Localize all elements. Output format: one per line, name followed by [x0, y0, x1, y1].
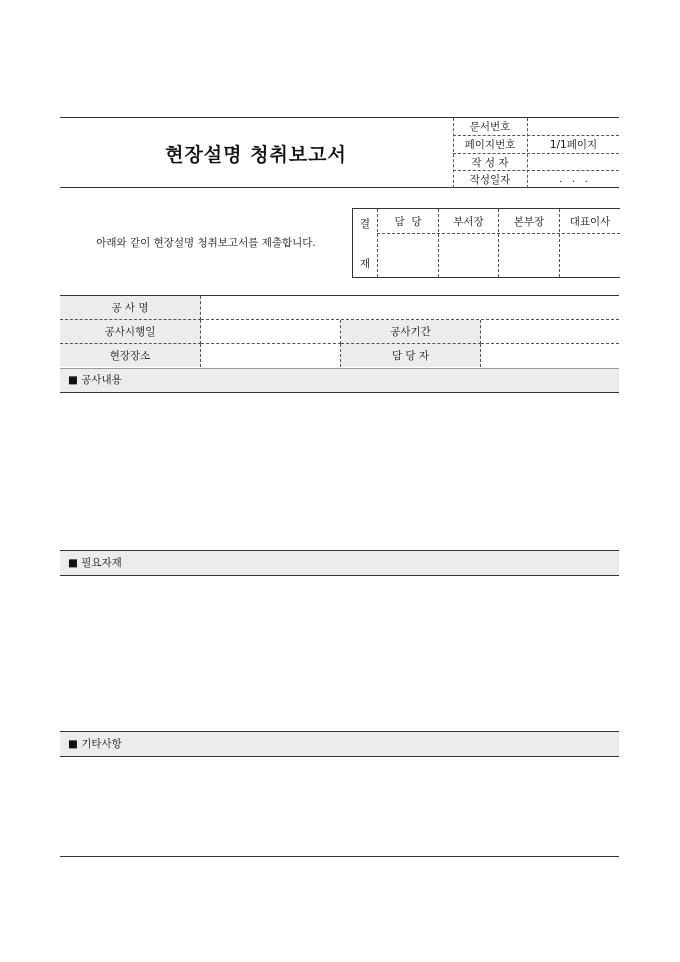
- section-body-materials[interactable]: [60, 576, 619, 731]
- approval-role-division-head: 본부장: [513, 215, 545, 228]
- manager-label: 담 당 자: [341, 344, 481, 367]
- section-header-other: ■ 기타사항: [60, 731, 619, 757]
- project-name-label: 공 사 명: [60, 296, 201, 320]
- meta-table: [453, 118, 619, 188]
- site-value[interactable]: [201, 344, 341, 367]
- project-name-value[interactable]: [201, 296, 619, 320]
- approval-role-ceo: 대표이사: [569, 215, 611, 228]
- signature-box-dept-head[interactable]: [439, 234, 498, 277]
- date-value: . . .: [559, 174, 588, 185]
- date-label: 작성일자: [469, 174, 511, 186]
- doc-number-value: [528, 118, 619, 135]
- site-label: 현장장소: [60, 344, 201, 367]
- approval-role-staff: 담 당: [394, 215, 422, 228]
- intro-text: 아래와 같이 현장설명 청취보고서를 제출합니다.: [96, 236, 316, 249]
- author-label: 작 성 자: [471, 157, 509, 169]
- section-header-content: ■ 공사내용: [60, 368, 619, 393]
- page-bottom-rule: [60, 856, 619, 857]
- section-body-content[interactable]: [60, 393, 619, 550]
- signature-box-ceo[interactable]: [560, 234, 620, 277]
- approval-box: [352, 208, 620, 278]
- period-value[interactable]: [481, 320, 619, 344]
- signature-box-division-head[interactable]: [499, 234, 559, 277]
- manager-value[interactable]: [481, 344, 619, 367]
- page-title: 현장설명 청취보고서: [165, 143, 347, 166]
- period-label: 공사기간: [341, 320, 481, 344]
- page-number-label: 페이지번호: [464, 139, 516, 151]
- doc-number-label: 문서번호: [469, 121, 511, 133]
- start-date-label: 공사시행일: [60, 320, 201, 344]
- approval-role-dept-head: 부서장: [453, 215, 484, 228]
- author-value: [528, 154, 619, 171]
- approval-side-top: 결: [359, 217, 371, 230]
- section-body-other[interactable]: [60, 757, 619, 855]
- section-header-materials: ■ 필요자재: [60, 550, 619, 576]
- approval-side-bottom: 재: [359, 257, 371, 270]
- page-number-value: 1/1페이지: [549, 139, 598, 151]
- start-date-value[interactable]: [201, 320, 341, 344]
- signature-box-staff[interactable]: [378, 234, 438, 277]
